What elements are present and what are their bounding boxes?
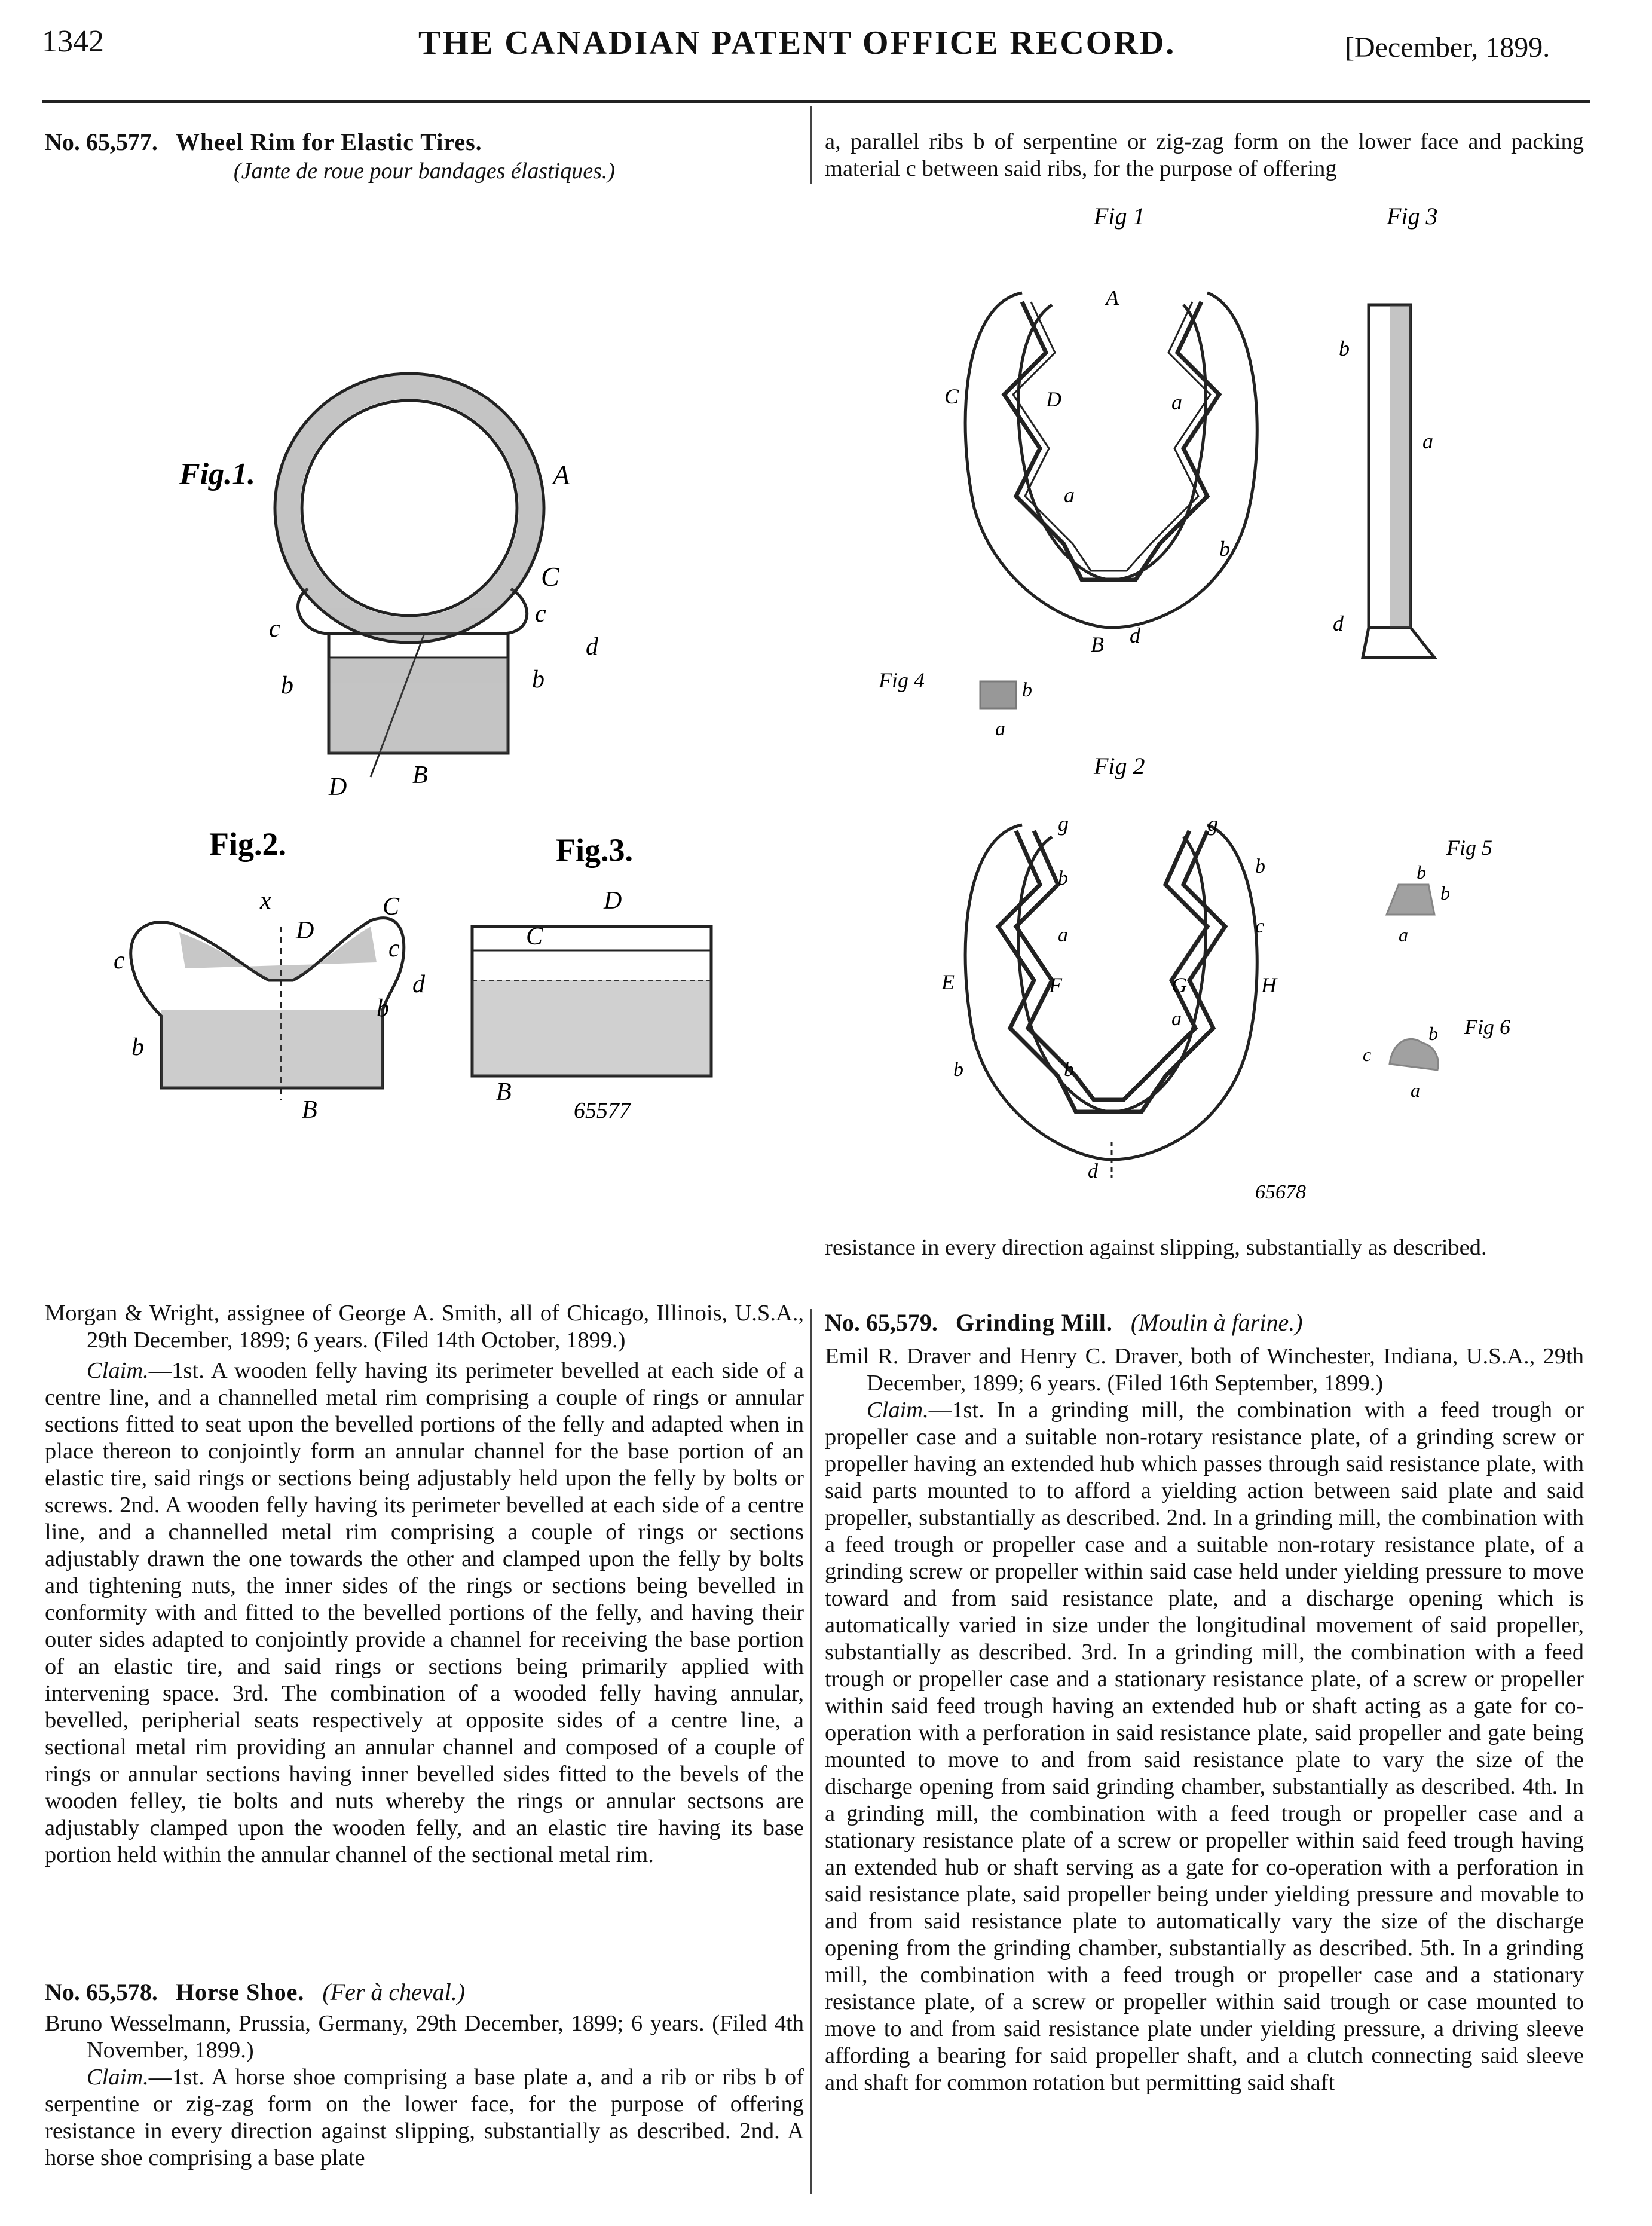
fig3-label-B: B xyxy=(496,1078,512,1106)
shoe-fig5-label: Fig 5 xyxy=(1446,836,1492,860)
fig1-label: Fig.1. xyxy=(179,457,256,491)
patent-65579-applicant: Emil R. Draver and Henry C. Draver, both of Winchester, Indiana, U.S.A., 29th December, 1899; 6 years. (Filed 16th September, 1899.) xyxy=(825,1344,1584,1396)
label-c-left: c xyxy=(269,615,280,643)
label-b-left: b xyxy=(281,672,293,699)
column-rule-bottom xyxy=(810,1309,812,2194)
shoe6-label-b: b xyxy=(1428,1023,1438,1044)
shoe2-label-a2: a xyxy=(1171,1008,1182,1030)
horse-shoe-drawing xyxy=(825,197,1590,1213)
patent-subtitle: (Jante de roue pour bandages élastiques.) xyxy=(233,158,616,184)
shoe2-rib-outer xyxy=(998,831,1225,1112)
patent-subtitle: (Moulin à farine.) xyxy=(1130,1309,1303,1336)
shoe-label-B: B xyxy=(1091,632,1104,656)
shoe6-label-c: c xyxy=(1363,1044,1372,1065)
fig2-label-b-left: b xyxy=(131,1034,144,1061)
patent-65578-claims: —1st. A horse shoe comprising a base plate a, and a rib or ribs b of serpentine or zig-zag form on the lower face, for the purpose of offering resistance in every direction against slipping, substantially as described. 2nd. A horse shoe comprising a base plate xyxy=(45,2065,804,2170)
shoe6-label-a: a xyxy=(1411,1080,1420,1101)
shoe-fig6-label: Fig 6 xyxy=(1464,1015,1510,1039)
shoe1-outer xyxy=(965,293,1257,628)
shoe2-label-g1: g xyxy=(1058,812,1069,836)
fig2-label-D: D xyxy=(296,917,314,944)
label-C: C xyxy=(541,561,559,592)
shoe2-label-H: H xyxy=(1261,973,1277,997)
patent-number: No. 65,579. xyxy=(825,1309,938,1336)
shoe2-label-g2: g xyxy=(1207,812,1218,836)
shoe-fig3-label: Fig 3 xyxy=(1387,203,1438,230)
shoe-fig1-label: Fig 1 xyxy=(1094,203,1145,230)
patent-65577-applicant: Morgan & Wright, assignee of George A. Smith, all of Chicago, Illinois, U.S.A., 29th December, 1899; 6 years. (Filed 14th October, 1899.) xyxy=(45,1301,804,1353)
shoe-label-d: d xyxy=(1130,623,1140,647)
shoe-label-b: b xyxy=(1219,537,1230,561)
fig3-label-C: C xyxy=(526,923,543,950)
shoe-label-a1: a xyxy=(1171,390,1182,414)
patent-name: Horse Shoe. xyxy=(175,1979,305,2005)
label-d: d xyxy=(586,633,598,661)
shoe3-label-d: d xyxy=(1333,611,1344,635)
patent-65579-claims: —1st. In a grinding mill, the combination with a feed trough or propeller case and a suitable non-rotary resistance plate, of a grinding screw or propeller having an extended hub which passes through said resistance plate, with said parts mounted to to afford a yielding action between said plate and said propeller, substantially as described. 2nd. In a grinding mill, the combination with a feed trough or propeller case and a suitable non-rotary resistance plate, of a grinding screw or propeller within said case held under yielding pressure to move toward and from said resistance plate, and a discharge opening which is automatically varied in size under the longitudinal movement of said propeller, substantially as described. 3rd. In a grinding mill, the combination with a feed trough or propeller case and a stationary resistance plate, of a screw or propeller within said feed trough having an extended hub or shaft acting as a gate for co-operation with a perforation in said resistance plate, said propeller and gate being mounted to move to and from said resistance plate to vary the size of the discharge opening from said grinding chamber, substantially as described. 4th. In a grinding mill, the combination with a feed trough or propeller case and a stationary resistance plate of a screw or propeller within said feed trough having an extended hub or shaft serving as a gate for co-operation with a perforation in said resistance plate, said propeller being under yielding pressure and movable to and from said resistance plate to automatically vary the size of the discharge opening from the grinding chamber, substantially as described. 5th. In a grinding mill, the combination with a feed trough or propeller case and a stationary resistance plate, of a screw or propeller within said trough or case mounted to move to and from said resistance plate under yielding pressure, a driving sleeve affording a bearing for said propeller shaft, and a clutch connecting said sleeve and shaft for common rotation but permitting said shaft xyxy=(825,1398,1584,2095)
patent-65577-heading xyxy=(45,129,804,185)
patent-name: Grinding Mill. xyxy=(955,1309,1113,1336)
shoe-label-A: A xyxy=(1106,286,1119,310)
fig2-label-B: B xyxy=(302,1096,317,1124)
shoe-fig2-label: Fig 2 xyxy=(1094,753,1145,779)
patent-65578-continuation-top: a, parallel ribs b of serpentine or zig-zag form on the lower face and packing material c between said ribs, for the purpose of offering xyxy=(825,129,1584,181)
patent-65578-heading xyxy=(45,1979,804,2172)
fig2-label-b-right: b xyxy=(377,995,389,1022)
shoe5-label-b1: b xyxy=(1417,861,1426,883)
shoe-label-D: D xyxy=(1046,387,1061,411)
fig3-label-D: D xyxy=(604,887,622,915)
fig3-label: Fig.3. xyxy=(556,832,633,868)
claim-label: Claim. xyxy=(87,1358,149,1383)
fig2-label-c-left: c xyxy=(114,947,125,974)
patent-name: Wheel Rim for Elastic Tires. xyxy=(175,129,482,155)
shoe2-outer xyxy=(965,825,1257,1160)
shoe3-label-a: a xyxy=(1422,429,1433,453)
patent-number: No. 65,577. xyxy=(45,129,158,155)
issue-date: [December, 1899. xyxy=(1345,32,1550,63)
shoe2-label-b1: b xyxy=(1058,867,1068,889)
fig2-label-d: d xyxy=(412,971,425,998)
patent-number: No. 65,578. xyxy=(45,1979,158,2005)
label-B: B xyxy=(412,762,428,789)
shoe2-label-b3: b xyxy=(953,1059,963,1081)
page-number: 1342 xyxy=(42,25,104,59)
wheel-rim-drawing xyxy=(90,323,777,1160)
column-rule-top xyxy=(810,106,812,184)
label-c-right: c xyxy=(535,600,546,628)
shoe2-label-F: F xyxy=(1049,973,1062,997)
claim-label: Claim. xyxy=(867,1398,929,1423)
shoe2-label-d: d xyxy=(1088,1160,1098,1182)
patent-subtitle: (Fer à cheval.) xyxy=(322,1979,466,2005)
fig2-label-c-right: c xyxy=(388,935,400,962)
patent-65577-body xyxy=(45,1300,804,1869)
fig-number-65577: 65577 xyxy=(574,1098,631,1123)
tire-inner-circle xyxy=(302,400,517,616)
shoe2-label-a1: a xyxy=(1058,924,1068,946)
fig2-label-C: C xyxy=(383,893,400,921)
fig-number-65678: 65678 xyxy=(1255,1181,1306,1203)
fig2-label-x: x xyxy=(260,887,271,915)
patent-65578-continuation-bottom: resistance in every direction against slipping, substantially as described. xyxy=(825,1235,1487,1260)
patent-65577-claims: —1st. A wooden felly having its perimeter bevelled at each side of a centre line, and a channelled metal rim comprising a couple of rings or annular sections fitted to seat upon the bevelled portions of the felly and adapted when in place thereon to conjointly form an annular channel for the base portion of an elastic tire, said rings or sections being adjustably held upon the felly by bolts or screws. 2nd. A wooden felly having its perimeter bevelled at each side of a centre line, and a channelled metal rim comprising a couple of rings or sections adjustably drawn the one towards the other and clamped upon the felly by bolts and tightening nuts, the inner sides of the rings or sections being bevelled in conformity with and fitted to the bevelled portions of the felly, and having their outer sides adapted to conjointly provide a channel for receiving the base portion of an elastic tire, and said rings or sections being primarily applied with intervening space. 3rd. The combination of a wooded felly having annular, bevelled, peripherial seats respectively at opposite sides of a centre line, a sectional metal rim providing an annular channel and composed of a couple of rings or annular sections having inner bevelled sides fitted to the bevels of the wooden felley, tie bolts and nuts whereby the rings or annular sectsons are adjustably clamped upon the wooden felly, and an elastic tire having its base portion held within the annular channel of the sectional metal rim. xyxy=(45,1358,804,1867)
patent-65579-section xyxy=(825,1309,1584,2096)
shoe2-label-b4: b xyxy=(1064,1059,1074,1081)
fig2-label: Fig.2. xyxy=(209,826,286,862)
patent-65578-applicant: Bruno Wesselmann, Prussia, Germany, 29th December, 1899; 6 years. (Filed 4th November, 1899.) xyxy=(45,2011,804,2063)
claim-label: Claim. xyxy=(87,2065,149,2090)
shoe-label-a2: a xyxy=(1064,483,1075,507)
shoe5-label-a: a xyxy=(1399,924,1408,946)
shoe2-label-E: E xyxy=(941,970,955,994)
shoe1-serpentine-rib xyxy=(1004,302,1219,580)
shoe2-label-c: c xyxy=(1255,915,1265,937)
label-D: D xyxy=(329,773,347,801)
header-rule xyxy=(42,100,1590,103)
publication-title: THE CANADIAN PATENT OFFICE RECORD. xyxy=(418,25,1176,62)
shoe2-label-b2: b xyxy=(1255,855,1265,877)
label-b-right: b xyxy=(532,666,544,693)
shoe5-label-b2: b xyxy=(1440,882,1450,904)
shoe3-label-b: b xyxy=(1339,337,1350,360)
shoe4-label-a: a xyxy=(995,718,1005,740)
shoe2-label-G: G xyxy=(1171,973,1187,997)
label-A: A xyxy=(553,460,570,490)
shoe-fig4-label: Fig 4 xyxy=(879,668,925,692)
shoe4-label-b: b xyxy=(1022,679,1032,701)
shoe-label-C: C xyxy=(944,384,959,408)
